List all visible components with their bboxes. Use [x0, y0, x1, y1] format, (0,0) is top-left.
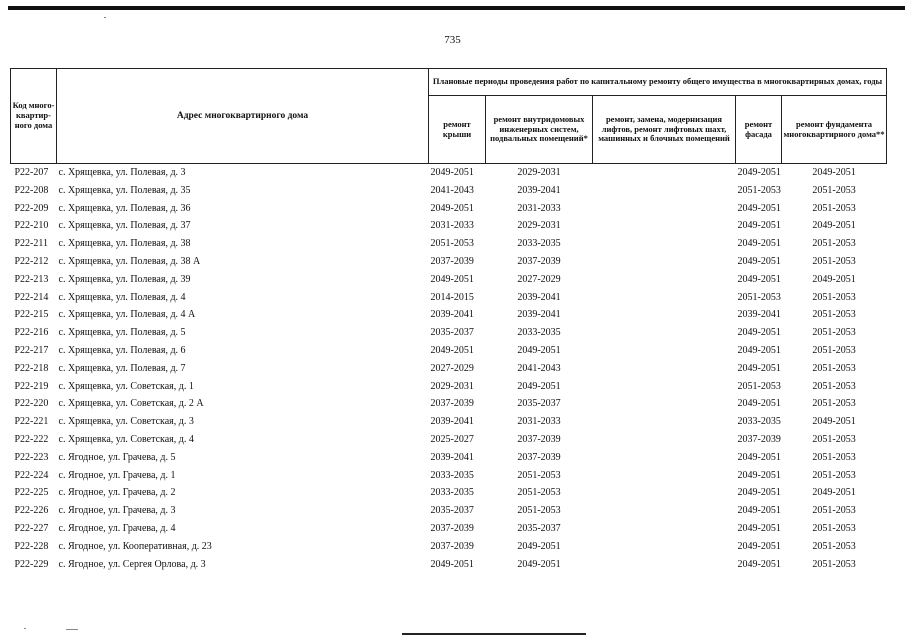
table-row — [11, 324, 887, 342]
cell-facade: 2049-2051 — [737, 167, 781, 178]
table-row — [11, 538, 887, 556]
cell-facade: 2049-2051 — [737, 202, 781, 214]
header-address: Адрес многоквартирного дома — [57, 69, 429, 164]
table-row — [11, 378, 887, 396]
cell-elevators — [593, 360, 736, 378]
cell-roof: 2037-2039 — [430, 540, 474, 552]
cell-code: P22-213 — [14, 273, 49, 285]
cell-address: с. Хрящевка, ул. Полевая, д. 4 — [58, 291, 186, 303]
cell-facade: 2049-2051 — [737, 451, 781, 463]
cell-engineering: 2051-2053 — [517, 505, 561, 517]
table-row — [11, 253, 887, 271]
cell-foundation: 2049-2051 — [812, 416, 856, 428]
cell-roof: 2051-2053 — [430, 238, 474, 250]
cell-facade: 2049-2051 — [737, 344, 781, 356]
cell-facade: 2049-2051 — [737, 487, 781, 499]
cell-foundation: 2051-2053 — [812, 344, 856, 356]
cell-engineering: 2039-2041 — [517, 291, 561, 303]
cell-engineering: 2051-2053 — [517, 469, 561, 481]
cell-engineering: 2029-2031 — [517, 167, 561, 178]
scan-speck — [66, 629, 78, 630]
cell-engineering: 2039-2041 — [517, 309, 561, 321]
cell-code: P22-218 — [14, 362, 49, 374]
table-row — [11, 289, 887, 307]
cell-elevators — [593, 217, 736, 235]
table-row — [11, 271, 887, 289]
cell-code: P22-212 — [14, 255, 49, 267]
cell-engineering: 2033-2035 — [517, 327, 561, 339]
cell-address: с. Хрящевка, ул. Полевая, д. 35 — [58, 184, 191, 196]
cell-code: P22-209 — [14, 202, 49, 214]
table-row — [11, 484, 887, 502]
cell-elevators — [593, 538, 736, 556]
cell-roof: 2014-2015 — [430, 291, 474, 303]
cell-foundation: 2049-2051 — [812, 273, 856, 285]
cell-elevators — [593, 556, 736, 574]
cell-facade: 2049-2051 — [737, 255, 781, 267]
cell-address: с. Хрящевка, ул. Полевая, д. 4 А — [58, 309, 196, 321]
cell-roof: 2039-2041 — [430, 416, 474, 428]
cell-roof: 2049-2051 — [430, 202, 474, 214]
cell-roof: 2027-2029 — [430, 362, 474, 374]
cell-foundation: 2051-2053 — [812, 540, 856, 552]
cell-elevators — [593, 200, 736, 218]
table-row — [11, 182, 887, 200]
cell-foundation: 2051-2053 — [812, 522, 856, 534]
table-row — [11, 502, 887, 520]
cell-facade: 2039-2041 — [737, 309, 781, 321]
cell-foundation: 2051-2053 — [812, 255, 856, 267]
cell-engineering: 2041-2043 — [517, 362, 561, 374]
cell-address: с. Хрящевка, ул. Советская, д. 2 А — [58, 398, 204, 410]
cell-elevators — [593, 253, 736, 271]
header-roof: ремонт крыши — [429, 96, 486, 164]
cell-roof: 2049-2051 — [430, 273, 474, 285]
cell-code: P22-222 — [14, 433, 49, 445]
cell-foundation: 2051-2053 — [812, 309, 856, 321]
cell-code: P22-215 — [14, 309, 49, 321]
table-row — [11, 217, 887, 235]
cell-elevators — [593, 484, 736, 502]
cell-roof: 2035-2037 — [430, 505, 474, 517]
scan-speck — [24, 628, 26, 629]
bottom-rule — [402, 633, 586, 635]
cell-foundation: 2051-2053 — [812, 433, 856, 445]
cell-facade: 2049-2051 — [737, 238, 781, 250]
cell-roof: 2041-2043 — [430, 184, 474, 196]
cell-elevators — [593, 324, 736, 342]
table-body — [11, 164, 887, 574]
cell-roof: 2035-2037 — [430, 327, 474, 339]
header-facade: ремонт фасада — [736, 96, 782, 164]
cell-engineering: 2035-2037 — [517, 522, 561, 534]
cell-roof: 2049-2051 — [430, 344, 474, 356]
cell-engineering: 2033-2035 — [517, 238, 561, 250]
cell-address: с. Ягодное, ул. Грачева, д. 4 — [58, 522, 176, 534]
cell-address: с. Хрящевка, ул. Советская, д. 1 — [58, 380, 194, 392]
table-row — [11, 235, 887, 253]
cell-foundation: 2051-2053 — [812, 184, 856, 196]
cell-engineering: 2051-2053 — [517, 487, 561, 499]
cell-engineering: 2037-2039 — [517, 433, 561, 445]
table-row — [11, 200, 887, 218]
cell-foundation: 2051-2053 — [812, 398, 856, 410]
cell-code: P22-207 — [14, 167, 49, 178]
cell-code: P22-226 — [14, 505, 49, 517]
header-foundation: ремонт фундамента многоквартирного дома** — [782, 96, 887, 164]
cell-foundation: 2049-2051 — [812, 167, 856, 178]
header-engineering: ремонт внутридомовых инженерных систем, подвальных помещений* — [486, 96, 593, 164]
cell-roof: 2039-2041 — [430, 451, 474, 463]
cell-elevators — [593, 395, 736, 413]
cell-address: с. Ягодное, ул. Грачева, д. 3 — [58, 505, 176, 517]
cell-code: P22-219 — [14, 380, 49, 392]
cell-address: с. Ягодное, ул. Сергея Орлова, д. 3 — [58, 558, 206, 570]
cell-code: P22-225 — [14, 487, 49, 499]
cell-code: P22-214 — [14, 291, 49, 303]
cell-code: P22-220 — [14, 398, 49, 410]
cell-address: с. Хрящевка, ул. Советская, д. 3 — [58, 416, 194, 428]
table-row — [11, 413, 887, 431]
cell-foundation: 2051-2053 — [812, 362, 856, 374]
cell-elevators — [593, 289, 736, 307]
cell-roof: 2033-2035 — [430, 469, 474, 481]
cell-elevators — [593, 413, 736, 431]
cell-facade: 2037-2039 — [737, 433, 781, 445]
cell-code: P22-211 — [14, 238, 49, 250]
cell-roof: 2037-2039 — [430, 398, 474, 410]
cell-foundation: 2051-2053 — [812, 291, 856, 303]
cell-elevators — [593, 520, 736, 538]
cell-facade: 2049-2051 — [737, 558, 781, 570]
cell-elevators — [593, 164, 736, 182]
cell-elevators — [593, 378, 736, 396]
cell-code: P22-227 — [14, 522, 49, 534]
cell-elevators — [593, 467, 736, 485]
cell-engineering: 2037-2039 — [517, 255, 561, 267]
cell-elevators — [593, 342, 736, 360]
cell-address: с. Хрящевка, ул. Полевая, д. 37 — [58, 220, 191, 232]
cell-foundation: 2051-2053 — [812, 238, 856, 250]
cell-code: P22-223 — [14, 451, 49, 463]
cell-elevators — [593, 431, 736, 449]
cell-address: с. Хрящевка, ул. Полевая, д. 38 — [58, 238, 191, 250]
cell-facade: 2049-2051 — [737, 273, 781, 285]
cell-facade: 2051-2053 — [737, 380, 781, 392]
cell-address: с. Ягодное, ул. Грачева, д. 5 — [58, 451, 176, 463]
cell-code: P22-224 — [14, 469, 49, 481]
cell-foundation: 2051-2053 — [812, 505, 856, 517]
cell-engineering: 2049-2051 — [517, 558, 561, 570]
cell-facade: 2049-2051 — [737, 522, 781, 534]
cell-roof: 2037-2039 — [430, 522, 474, 534]
scan-speck — [104, 17, 106, 18]
cell-roof: 2025-2027 — [430, 433, 474, 445]
top-rule — [8, 6, 905, 10]
cell-roof: 2033-2035 — [430, 487, 474, 499]
table-row — [11, 395, 887, 413]
cell-foundation: 2051-2053 — [812, 451, 856, 463]
cell-address: с. Ягодное, ул. Кооперативная, д. 23 — [58, 540, 212, 552]
cell-foundation: 2049-2051 — [812, 220, 856, 232]
table-row — [11, 360, 887, 378]
cell-code: P22-210 — [14, 220, 49, 232]
cell-foundation: 2051-2053 — [812, 469, 856, 481]
cell-elevators — [593, 182, 736, 200]
cell-engineering: 2039-2041 — [517, 184, 561, 196]
cell-address: с. Хрящевка, ул. Советская, д. 4 — [58, 433, 194, 445]
cell-facade: 2033-2035 — [737, 416, 781, 428]
cell-facade: 2049-2051 — [737, 327, 781, 339]
cell-roof: 2049-2051 — [430, 558, 474, 570]
cell-roof: 2031-2033 — [430, 220, 474, 232]
capital-repair-table — [10, 68, 887, 573]
cell-engineering: 2035-2037 — [517, 398, 561, 410]
page-number: 735 — [444, 34, 461, 46]
cell-facade: 2049-2051 — [737, 540, 781, 552]
cell-address: с. Хрящевка, ул. Полевая, д. 6 — [58, 344, 186, 356]
table-row — [11, 556, 887, 574]
cell-facade: 2049-2051 — [737, 398, 781, 410]
cell-elevators — [593, 235, 736, 253]
cell-facade: 2051-2053 — [737, 291, 781, 303]
table-row — [11, 431, 887, 449]
cell-engineering: 2027-2029 — [517, 273, 561, 285]
table-row — [11, 467, 887, 485]
cell-address: с. Хрящевка, ул. Полевая, д. 5 — [58, 327, 186, 339]
cell-address: с. Хрящевка, ул. Полевая, д. 38 А — [58, 255, 201, 267]
cell-address: с. Хрящевка, ул. Полевая, д. 39 — [58, 273, 191, 285]
cell-code: P22-208 — [14, 184, 49, 196]
cell-code: P22-216 — [14, 327, 49, 339]
cell-code: P22-221 — [14, 416, 49, 428]
cell-foundation: 2049-2051 — [812, 487, 856, 499]
cell-facade: 2049-2051 — [737, 220, 781, 232]
cell-roof: 2049-2051 — [430, 167, 474, 178]
table-row — [11, 520, 887, 538]
cell-elevators — [593, 271, 736, 289]
cell-elevators — [593, 306, 736, 324]
table-row — [11, 342, 887, 360]
cell-roof: 2037-2039 — [430, 255, 474, 267]
cell-facade: 2049-2051 — [737, 505, 781, 517]
cell-facade: 2051-2053 — [737, 184, 781, 196]
cell-foundation: 2051-2053 — [812, 202, 856, 214]
cell-code: P22-228 — [14, 540, 49, 552]
cell-roof: 2039-2041 — [430, 309, 474, 321]
cell-elevators — [593, 449, 736, 467]
header-periods: Плановые периоды проведения работ по капитальному ремонту общего имущества в многоквартирных домах, годы — [429, 69, 887, 96]
table-row — [11, 449, 887, 467]
header-elevators: ремонт, замена, модернизация лифтов, ремонт лифтовых шахт, машинных и блочных помещений — [593, 96, 736, 164]
cell-code: P22-229 — [14, 558, 49, 570]
cell-engineering: 2031-2033 — [517, 416, 561, 428]
cell-engineering: 2031-2033 — [517, 202, 561, 214]
cell-elevators — [593, 502, 736, 520]
cell-foundation: 2051-2053 — [812, 558, 856, 570]
cell-address: с. Ягодное, ул. Грачева, д. 2 — [58, 487, 176, 499]
cell-address: с. Ягодное, ул. Грачева, д. 1 — [58, 469, 176, 481]
table-row — [11, 164, 887, 182]
cell-facade: 2049-2051 — [737, 362, 781, 374]
cell-engineering: 2049-2051 — [517, 380, 561, 392]
cell-engineering: 2049-2051 — [517, 344, 561, 356]
cell-foundation: 2051-2053 — [812, 380, 856, 392]
cell-engineering: 2029-2031 — [517, 220, 561, 232]
cell-facade: 2049-2051 — [737, 469, 781, 481]
cell-address: с. Хрящевка, ул. Полевая, д. 7 — [58, 362, 186, 374]
table-row — [11, 306, 887, 324]
cell-engineering: 2049-2051 — [517, 540, 561, 552]
cell-address: с. Хрящевка, ул. Полевая, д. 3 — [58, 167, 186, 178]
cell-engineering: 2037-2039 — [517, 451, 561, 463]
cell-code: P22-217 — [14, 344, 49, 356]
cell-address: с. Хрящевка, ул. Полевая, д. 36 — [58, 202, 191, 214]
cell-foundation: 2051-2053 — [812, 327, 856, 339]
cell-roof: 2029-2031 — [430, 380, 474, 392]
header-code: Код много-квартир-ного дома — [11, 69, 57, 164]
